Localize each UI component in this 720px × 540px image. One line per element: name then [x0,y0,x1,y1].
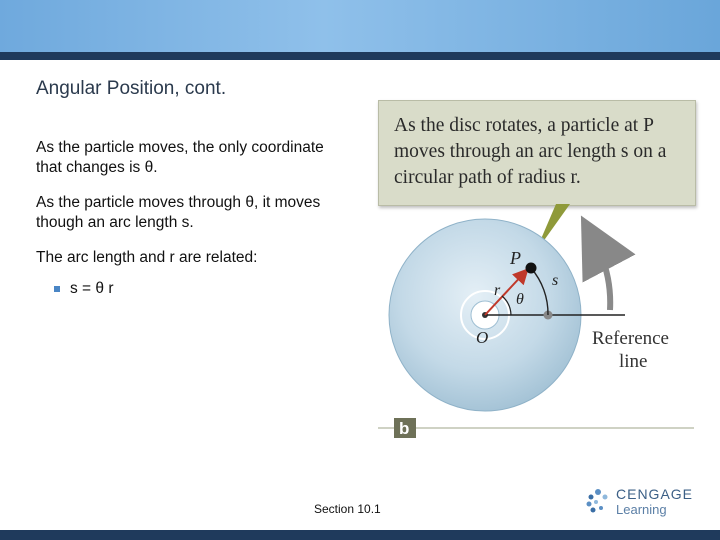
logo-word-learning: Learning [616,502,667,517]
paragraph-2: As the particle moves through θ, it moves though an arc length s. [36,194,321,231]
label-o: O [476,328,489,347]
section-label: Section 10.1 [314,502,381,516]
bullet-item [54,280,114,298]
logo-dots-icon [586,488,610,514]
logo-word-cengage: CENGAGE [616,486,694,502]
particle-p [526,263,537,274]
disc-figure [370,198,710,443]
bullet-marker [54,286,60,292]
slide-title: Angular Position, cont. [36,78,227,99]
label-s: s [552,272,559,289]
bottom-bar [0,530,720,540]
label-p: P [510,248,521,268]
rotation-arrow [595,242,610,310]
panel-label: b [399,419,410,438]
label-theta: θ [516,291,524,308]
banner-stripe [0,52,720,60]
bullet-text: s = θ r [70,280,114,297]
paragraph-1: As the particle moves, the only coordinate that changes is θ. [36,139,324,176]
reference-line-label-1: Reference [592,328,669,349]
cengage-logo [586,486,696,520]
figure-caption: As the disc rotates, a particle at P moves through an arc length s on a circular path of radius r. [394,115,667,188]
top-banner [0,0,720,52]
label-r: r [494,282,501,299]
paragraph-3: The arc length and r are related: [36,249,258,266]
reference-line-label-2: line [619,351,648,372]
